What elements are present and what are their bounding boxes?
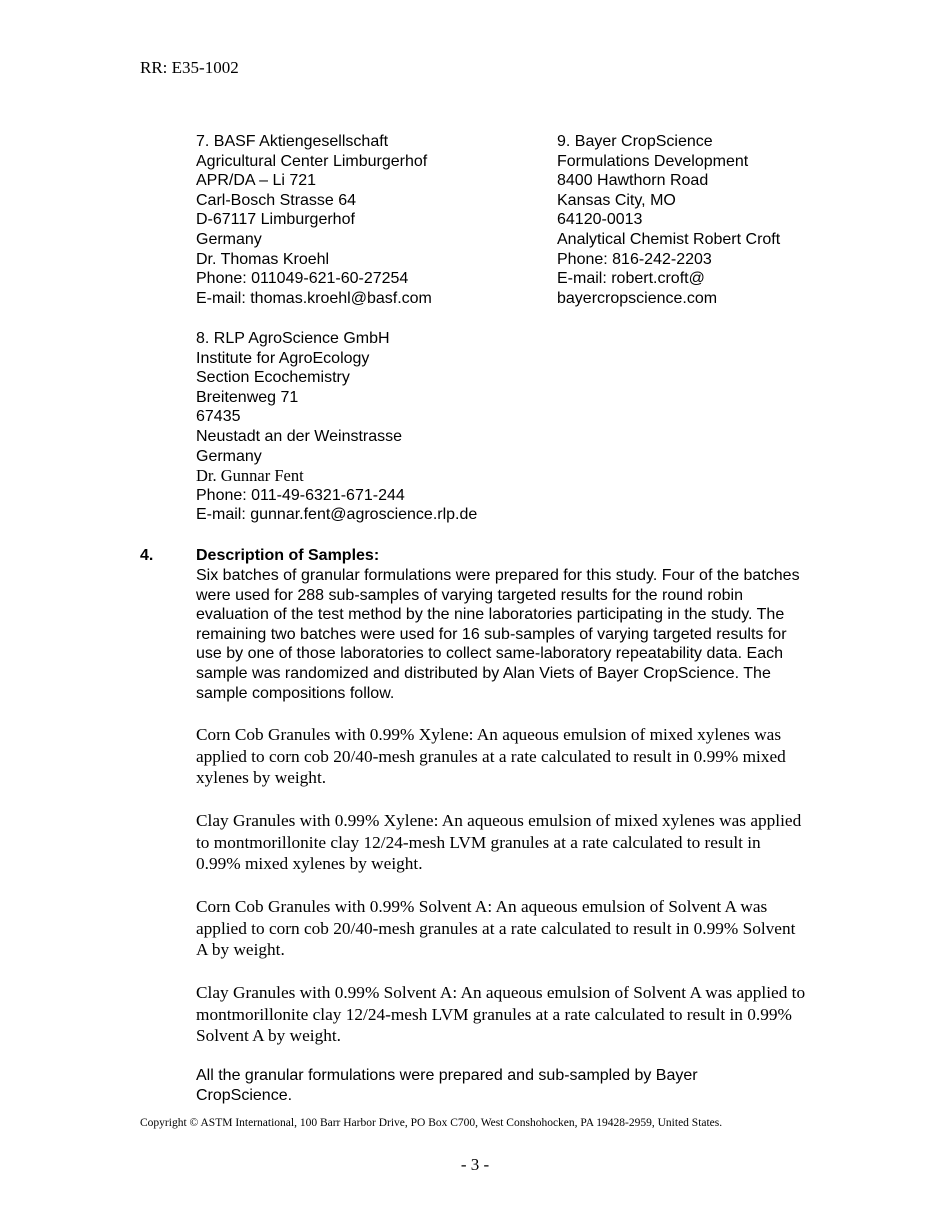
address-block-lab-8: [196, 329, 477, 525]
sample-description-corn-cob-solvent-a: Corn Cob Granules with 0.99% Solvent A: An aqueous emulsion of Solvent A was applied to corn cob 20/40-mesh granules at a rate calculated to result in 0.99% Solvent A by weight.: [196, 897, 796, 959]
address-line: Institute for AgroEcology: [196, 349, 370, 367]
address-line: APR/DA – Li 721: [196, 172, 317, 190]
contact-email-continued: bayercropscience.com: [557, 289, 718, 307]
sample-description-corn-cob-xylene: Corn Cob Granules with 0.99% Xylene: An aqueous emulsion of mixed xylenes was applied to corn cob 20/40-mesh granules at a rate calculated to result in 0.99% mixed xylenes by weight.: [196, 725, 786, 787]
contact-name: Analytical Chemist Robert Croft: [557, 230, 781, 248]
address-line: 9. Bayer CropScience: [557, 133, 713, 150]
address-line: Carl-Bosch Strasse 64: [196, 191, 357, 209]
contact-phone: Phone: 816-242-2203: [557, 250, 712, 268]
contact-name: Dr. Gunnar Fent: [196, 466, 304, 486]
report-reference: RR: E35-1002: [140, 58, 239, 77]
address-line: 67435: [196, 408, 241, 426]
address-line: 8400 Hawthorn Road: [557, 172, 709, 190]
contact-phone: Phone: 011049-621-60-27254: [196, 270, 409, 288]
section-intro-paragraph: Six batches of granular formulations were prepared for this study. Four of the batches were used for 288 sub-samples of varying targeted results for the round robin evaluation of the test method by the nine laboratories participating in the study. The remaining two batches were used for 16 sub-samples of varying targeted results for use by one of those laboratories to collect same-laboratory repeatability data. Each sample was randomized and distributed by Alan Viets of Bayer CropScience. The sample compositions follow.: [196, 567, 800, 702]
address-line: Breitenweg 71: [196, 388, 299, 406]
address-line: 64120-0013: [557, 211, 643, 229]
address-block-lab-9: [557, 132, 780, 308]
sample-description-clay-xylene: Clay Granules with 0.99% Xylene: An aqueous emulsion of mixed xylenes was applied to montmorillonite clay 12/24-mesh LVM granules at a rate calculated to result in 0.99% mixed xylenes by weight.: [196, 811, 802, 873]
address-line: Agricultural Center Limburgerhof: [196, 152, 428, 170]
copyright-notice: Copyright © ASTM International, 100 Barr Harbor Drive, PO Box C700, West Conshohocken, PA 19428-2959, United States.: [140, 1117, 723, 1129]
contact-phone: Phone: 011-49-6321-671-244: [196, 486, 405, 504]
sample-description-clay-solvent-a: Clay Granules with 0.99% Solvent A: An aqueous emulsion of Solvent A was applied to montmorillonite clay 12/24-mesh LVM granules at a rate calculated to result in 0.99% Solvent A by weight.: [196, 983, 806, 1045]
page-number: - 3 -: [460, 1155, 490, 1174]
address-line: 7. BASF Aktiengesellschaft: [196, 133, 389, 150]
contact-email: E-mail: thomas.kroehl@basf.com: [196, 289, 432, 307]
closing-paragraph: All the granular formulations were prepared and sub-sampled by Bayer CropScience.: [196, 1067, 698, 1104]
contact-email: E-mail: gunnar.fent@agroscience.rlp.de: [196, 506, 478, 524]
address-block-lab-7: [196, 132, 432, 308]
address-line: Formulations Development: [557, 152, 749, 170]
contact-email: E-mail: robert.croft@: [557, 270, 705, 288]
section-number: 4.: [140, 547, 154, 564]
contact-name: Dr. Thomas Kroehl: [196, 250, 330, 268]
address-line: Germany: [196, 447, 262, 465]
address-line: D-67117 Limburgerhof: [196, 211, 355, 229]
section-title: Description of Samples:: [196, 547, 380, 564]
address-line: Kansas City, MO: [557, 191, 676, 209]
address-line: Section Ecochemistry: [196, 369, 350, 387]
address-line: Germany: [196, 230, 262, 248]
address-line: Neustadt an der Weinstrasse: [196, 427, 403, 445]
address-line: 8. RLP AgroScience GmbH: [196, 330, 390, 347]
